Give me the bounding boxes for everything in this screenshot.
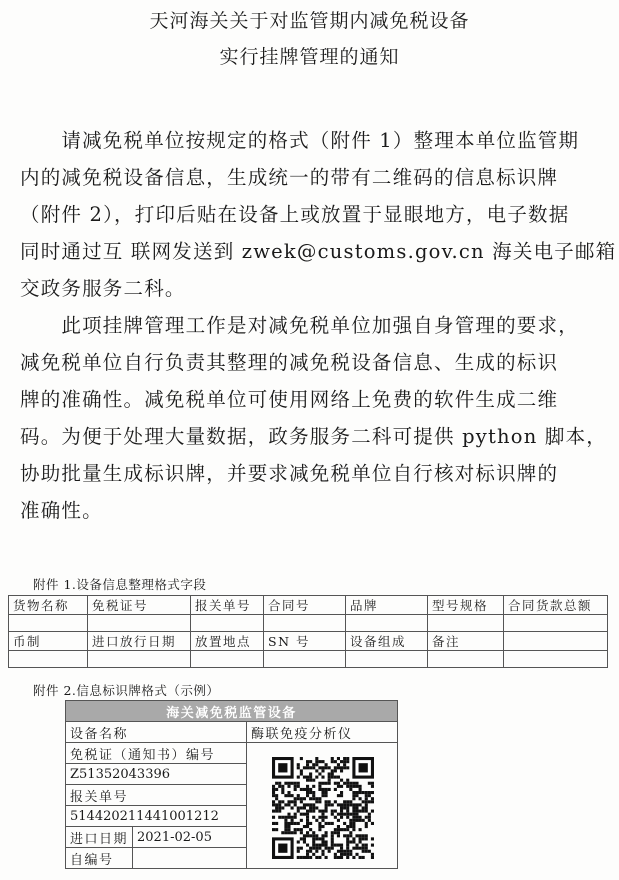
table-header-cell: 品牌 <box>346 596 428 615</box>
table-header-cell: 免税证号 <box>88 596 191 615</box>
table-header-cell: 备注 <box>428 632 504 651</box>
body-text-line: 准确性。 <box>20 499 103 522</box>
table-empty-row <box>9 651 608 668</box>
table-header-cell: 合同货款总额 <box>504 596 608 615</box>
body-text-line: 牌的准确性。减免税单位可使用网络上免费的软件生成二维 <box>20 388 559 411</box>
table-header-row-2 <box>9 632 608 651</box>
table-empty-row <box>9 615 608 632</box>
table-header-cell: 设备组成 <box>346 632 428 651</box>
table-header-cell: 合同号 <box>264 596 346 615</box>
table-header-row-1 <box>9 596 608 615</box>
body-text-line: 协助批量生成标识牌，并要求减免税单位自行核对标识牌的 <box>20 462 559 485</box>
label-header: 海关减免税监管设备 <box>66 701 398 722</box>
body-text-line: 内的减免税设备信息，生成统一的带有二维码的信息标识牌 <box>20 166 559 189</box>
body-text-line: 减免税单位自行负责其整理的减免税设备信息、生成的标识 <box>20 351 559 374</box>
attachment-1-table <box>8 595 608 668</box>
body-text-line: 此项挂牌管理工作是对减免税单位加强自身管理的要求， <box>20 314 579 337</box>
device-name-label: 设备名称 <box>66 722 247 743</box>
body-text-line: 同时通过互 联网发送到 zwek@customs.gov.cn 海关电子邮箱 <box>20 240 617 263</box>
table-header-cell <box>504 632 608 651</box>
body-text-line: （附件 2），打印后贴在设备上或放置于显眼地方，电子数据 <box>20 203 570 226</box>
body-text-line: 请减免税单位按规定的格式（附件 1）整理本单位监管期 <box>20 129 580 152</box>
self-no-value <box>133 848 247 869</box>
document-title-line-1: 天河海关关于对监管期内减免税设备 <box>149 10 470 32</box>
body-text-line: 交政务服务二科。 <box>20 277 186 300</box>
self-no-label: 自编号 <box>66 848 133 869</box>
qr-code-image <box>272 757 374 859</box>
body-text-line: 码。为便于处理大量数据，政务服务二科可提供 python 脚本， <box>20 425 607 448</box>
cert-no-label: 免税证（通知书）编号 <box>66 743 247 764</box>
document-title-line-2: 实行挂牌管理的通知 <box>219 46 400 68</box>
table-header-cell: 放置地点 <box>191 632 264 651</box>
table-header-cell: 报关单号 <box>191 596 264 615</box>
table-header-cell: SN 号 <box>264 632 346 651</box>
table-header-cell: 币制 <box>9 632 88 651</box>
import-date-label: 进口日期 <box>66 827 133 848</box>
decl-no-label: 报关单号 <box>66 785 247 806</box>
table-header-cell: 型号规格 <box>428 596 504 615</box>
attachment-2-caption: 附件 2.信息标识牌格式（示例） <box>33 683 220 698</box>
decl-no-value: 514420211441001212 <box>66 806 247 827</box>
device-name-value: 酶联免疫分析仪 <box>247 722 398 743</box>
import-date-value: 2021-02-05 <box>133 827 247 848</box>
cert-no-value: Z51352043396 <box>66 764 247 785</box>
table-header-cell: 货物名称 <box>9 596 88 615</box>
attachment-1-caption: 附件 1.设备信息整理格式字段 <box>33 577 207 592</box>
table-header-cell: 进口放行日期 <box>88 632 191 651</box>
